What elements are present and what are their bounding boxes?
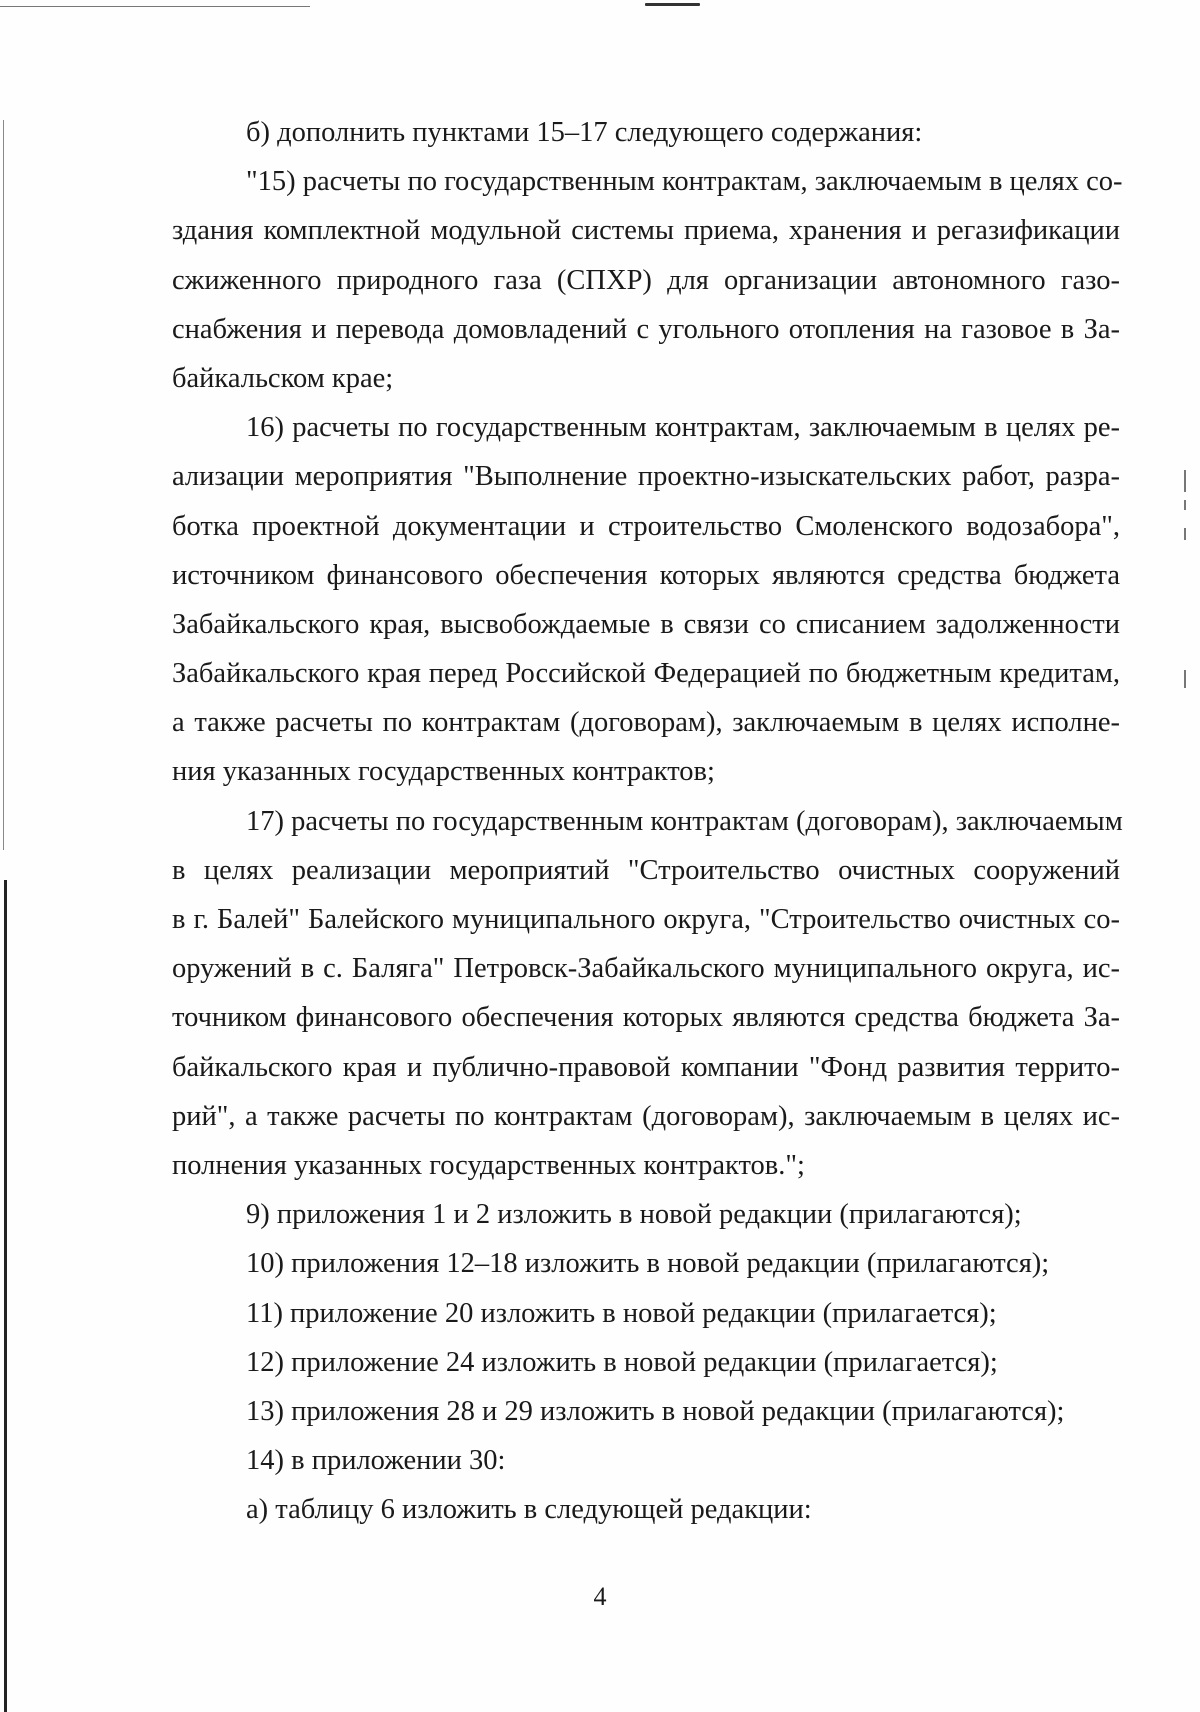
scan-artifact-dash	[1184, 670, 1186, 688]
text-line: сжиженного природного газа (СПХР) для организации автономного газо-	[172, 264, 1120, 296]
scan-artifact-mark	[645, 3, 700, 6]
text-line: источником финансового обеспечения которых являются средства бюджета	[172, 559, 1120, 591]
text-line: Забайкальского края перед Российской Федерацией по бюджетным кредитам,	[172, 658, 1120, 690]
text-line: байкальском крае;	[172, 362, 394, 394]
text-line: 16) расчеты по государственным контрактам, заключаемым в целях ре-	[246, 412, 1120, 444]
text-line: 10) приложения 12–18 изложить в новой редакции (прилагаются);	[246, 1248, 1050, 1280]
text-line: 17) расчеты по государственным контрактам (договорам), заключаемым	[246, 805, 1123, 837]
text-line: 11) приложение 20 изложить в новой редакции (прилагается);	[246, 1297, 997, 1329]
text-line: точником финансового обеспечения которых являются средства бюджета За-	[172, 1002, 1120, 1034]
text-line: снабжения и перевода домовладений с угольного отопления на газовое в За-	[172, 313, 1120, 345]
document-body	[172, 108, 1123, 1534]
text-line: 13) приложения 28 и 29 изложить в новой редакции (прилагаются);	[246, 1395, 1065, 1427]
text-line: ния указанных государственных контрактов;	[172, 756, 715, 788]
text-line: в г. Балей" Балейского муниципального округа, "Строительство очистных со-	[172, 904, 1120, 935]
text-line: а также расчеты по контрактам (договорам), заключаемым в целях исполне-	[172, 707, 1120, 739]
text-line: в целях реализации мероприятий "Строительство очистных сооружений	[172, 854, 1120, 886]
text-line: байкальского края и публично-правовой компании "Фонд развития террито-	[172, 1051, 1120, 1083]
text-line: ализации мероприятия "Выполнение проектно-изыскательских работ, разра-	[172, 461, 1120, 493]
scan-artifact-line	[0, 6, 310, 7]
text-line: "15) расчеты по государственным контрактам, заключаемым в целях со-	[246, 166, 1123, 198]
text-line: 14) в приложении 30:	[246, 1445, 506, 1477]
text-line: б) дополнить пунктами 15–17 следующего содержания:	[246, 117, 923, 148]
scan-artifact-edge	[3, 120, 4, 850]
scan-artifact-dash	[1184, 500, 1186, 510]
page-number: 4	[593, 1582, 607, 1611]
text-line: а) таблицу 6 изложить в следующей редакции:	[246, 1494, 812, 1526]
text-line: полнения указанных государственных контрактов.";	[172, 1149, 805, 1181]
text-line: рий", а также расчеты по контрактам (договорам), заключаемым в целях ис-	[172, 1100, 1120, 1132]
scan-artifact-dash	[1184, 470, 1186, 492]
text-line: 9) приложения 1 и 2 изложить в новой редакции (прилагаются);	[246, 1199, 1022, 1231]
scan-artifact-dash	[1184, 528, 1186, 540]
text-line: оружений в с. Баляга" Петровск-Забайкальского муниципального округа, ис-	[172, 953, 1120, 985]
text-line: здания комплектной модульной системы приема, хранения и регазификации	[172, 215, 1120, 247]
text-line: ботка проектной документации и строительство Смоленского водозабора",	[172, 510, 1120, 542]
text-line: Забайкальского края, высвобождаемые в связи со списанием задолженности	[172, 608, 1120, 640]
text-line: 12) приложение 24 изложить в новой редакции (прилагается);	[246, 1346, 998, 1378]
